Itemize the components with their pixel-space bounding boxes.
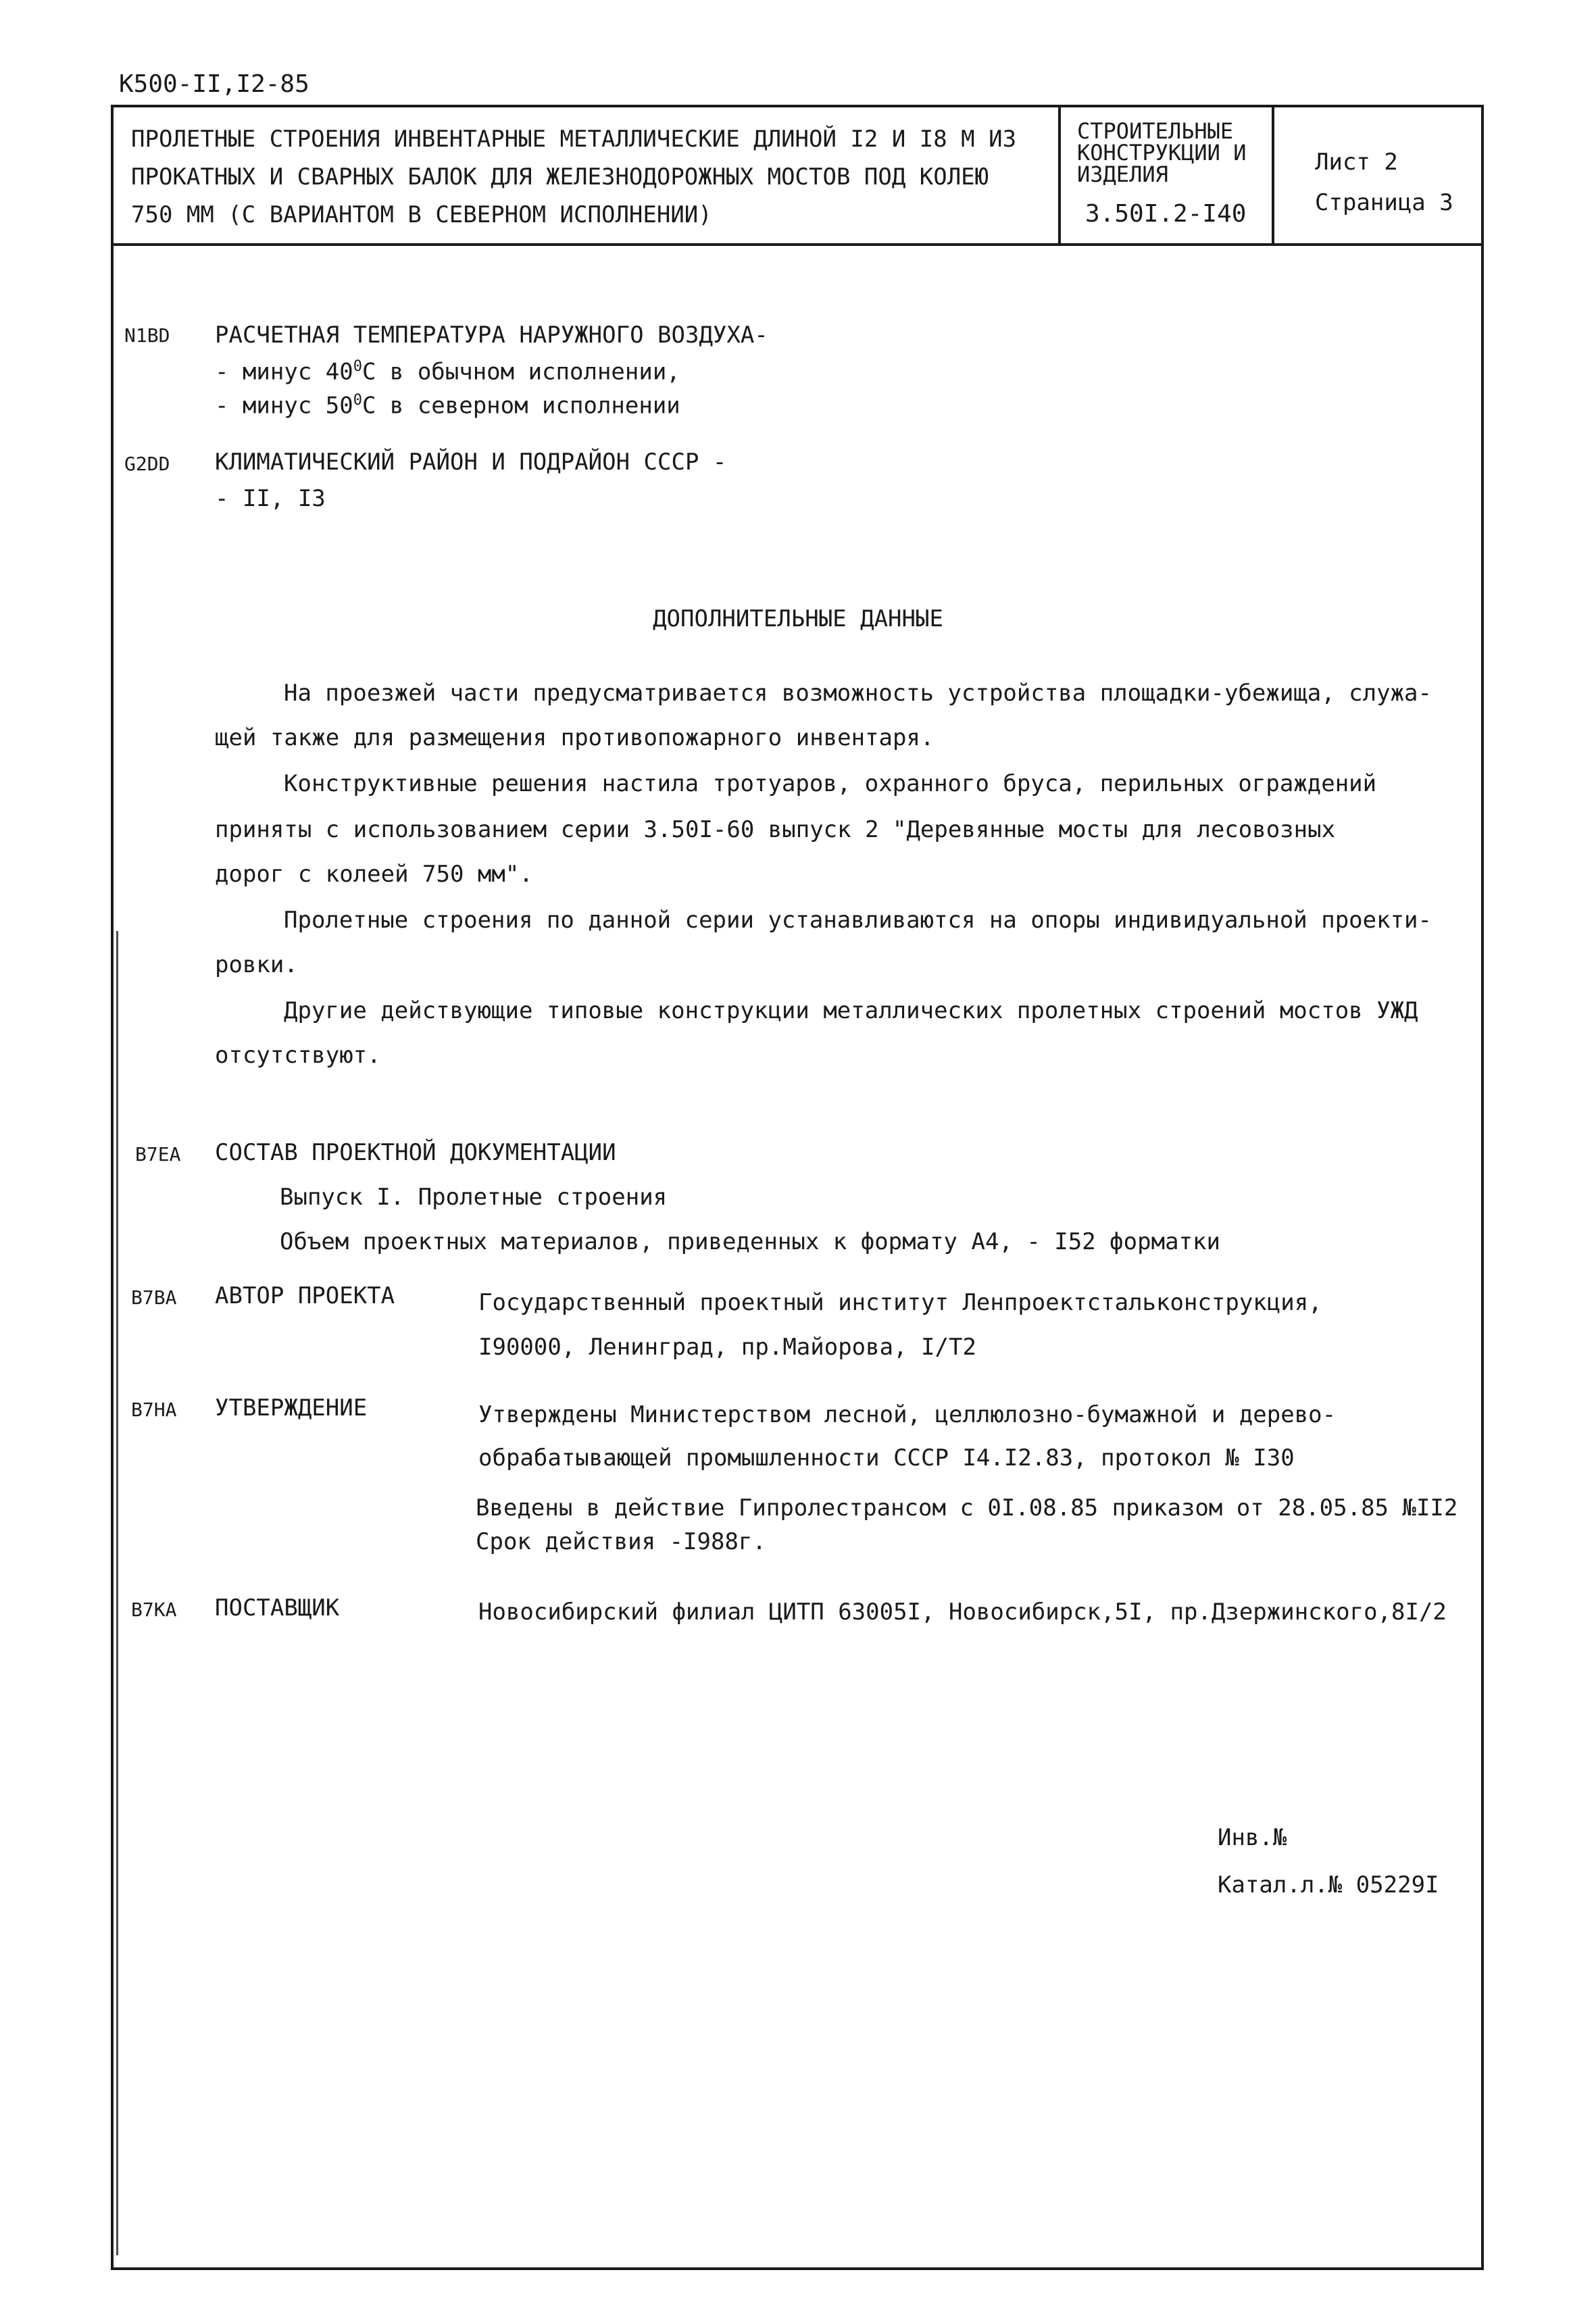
author-line: I90000, Ленинград, пр.Майорова, I/T2: [478, 1334, 976, 1361]
field-code: B7BA: [131, 1286, 177, 1309]
composition-issue: Выпуск I. Пролетные строения: [280, 1184, 668, 1211]
paragraph-line: Конструктивные решения настила тротуаров, охранного бруса, перильных ограждений: [284, 770, 1377, 797]
paragraph-line: отсутствуют.: [215, 1042, 381, 1069]
scan-margin-line: [116, 931, 118, 2255]
catalog-number: Катал.л.№ 05229I: [1218, 1871, 1439, 1898]
composition-volume: Объем проектных материалов, приведенных к формату А4, - I52 форматки: [280, 1228, 1220, 1255]
inventory-number: Инв.№: [1218, 1824, 1287, 1851]
paragraph-line: Пролетные строения по данной серии устанавливаются на опоры индивидуальной проекти-: [284, 907, 1432, 934]
field-code: G2DD: [124, 453, 170, 475]
supplier-label: ПОСТАВЩИК: [215, 1594, 340, 1621]
document-code: К500-II,I2-85: [119, 70, 309, 98]
field-code: B7KA: [131, 1599, 177, 1621]
header-category-line: СТРОИТЕЛЬНЫЕ: [1077, 118, 1234, 144]
temperature-title: РАСЧЕТНАЯ ТЕМПЕРАТУРА НАРУЖНОГО ВОЗДУХА-: [215, 322, 768, 349]
header-title-line: 750 ММ (С ВАРИАНТОМ В СЕВЕРНОМ ИСПОЛНЕНИИ): [131, 201, 712, 228]
temperature-north: [215, 392, 680, 419]
paragraph-line: ровки.: [215, 951, 298, 978]
sheet-info: [1315, 142, 1453, 223]
paragraph-line: приняты с использованием серии 3.50I-60 выпуск 2 "Деревянные мосты для лесовозных: [215, 816, 1336, 843]
header-category-line: КОНСТРУКЦИИ И: [1077, 140, 1247, 166]
header-column-divider: [1272, 105, 1274, 245]
header-category-line: ИЗДЕЛИЯ: [1077, 161, 1168, 187]
climate-title: КЛИМАТИЧЕСКИЙ РАЙОН И ПОДРАЙОН СССР -: [215, 449, 727, 476]
temperature-normal-prefix: - минус 40: [215, 358, 353, 386]
climate-value: - II, I3: [215, 485, 326, 512]
degree-sup: 0: [353, 358, 362, 375]
approval-line: Утверждены Министерством лесной, целлюлозно-бумажной и дерево-: [478, 1401, 1337, 1428]
header-title-line: ПРОЛЕТНЫЕ СТРОЕНИЯ ИНВЕНТАРНЫЕ МЕТАЛЛИЧЕСКИЕ ДЛИНОЙ I2 И I8 М ИЗ: [131, 126, 1017, 153]
temperature-north-prefix: - минус 50: [215, 392, 353, 420]
degree-sup: 0: [353, 392, 362, 409]
temperature-normal: [215, 358, 680, 385]
author-label: АВТОР ПРОЕКТА: [215, 1282, 395, 1309]
field-code: B7HA: [131, 1399, 177, 1421]
temperature-normal-suffix: С в обычном исполнении,: [361, 358, 680, 386]
composition-title: СОСТАВ ПРОЕКТНОЙ ДОКУМЕНТАЦИИ: [215, 1139, 616, 1166]
approval-line: обрабатывающей промышленности СССР I4.I2.83, протокол № I30: [478, 1444, 1295, 1472]
series-code: 3.50I.2-I40: [1085, 200, 1247, 228]
header-category: [1077, 120, 1246, 185]
paragraph-line: дорог с колеей 750 мм".: [215, 861, 533, 888]
section-heading: ДОПОЛНИТЕЛЬНЫЕ ДАННЫЕ: [653, 605, 943, 632]
approval-label: УТВЕРЖДЕНИЕ: [215, 1394, 368, 1422]
header-title: [131, 120, 1016, 234]
header-divider: [111, 243, 1484, 246]
sheet-number: Лист 2: [1315, 149, 1398, 176]
header-column-divider: [1058, 105, 1061, 245]
paragraph-line: Другие действующие типовые конструкции металлических пролетных строений мостов УЖД: [284, 997, 1418, 1024]
page-number: Страница 3: [1315, 189, 1453, 216]
temperature-north-suffix: С в северном исполнении: [361, 392, 680, 420]
approval-line: Срок действия -I988г.: [476, 1528, 766, 1555]
approval-line: Введены в действие Гипролестрансом с 0I.08.85 приказом от 28.05.85 №II2: [476, 1494, 1458, 1521]
author-line: Государственный проектный институт Ленпроектстальконструкция,: [478, 1289, 1322, 1316]
field-code: N1BD: [124, 324, 170, 347]
supplier-value: Новосибирский филиал ЦИТП 63005I, Новосибирск,5I, пр.Дзержинского,8I/2: [478, 1599, 1447, 1626]
header-title-line: ПРОКАТНЫХ И СВАРНЫХ БАЛОК ДЛЯ ЖЕЛЕЗНОДОРОЖНЫХ МОСТОВ ПОД КОЛЕЮ: [131, 164, 989, 191]
field-code: B7EA: [135, 1143, 181, 1165]
paragraph-line: щей также для размещения противопожарного инвентаря.: [215, 724, 934, 751]
paragraph-line: На проезжей части предусматривается возможность устройства площадки-убежища, служа-: [284, 680, 1432, 707]
